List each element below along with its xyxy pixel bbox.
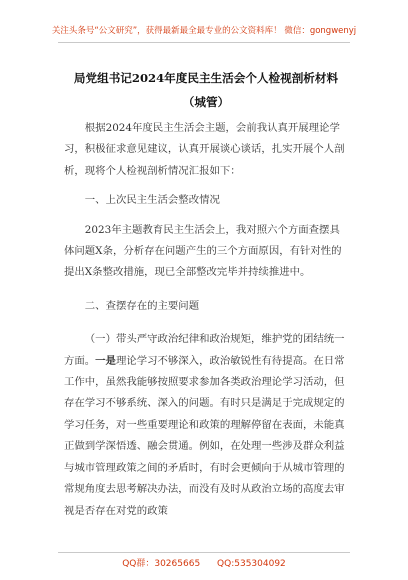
subsection1-first-marker: 一是	[95, 354, 116, 367]
document-body	[64, 118, 348, 522]
qq-number: QQ:535304092	[217, 559, 286, 569]
document-title: 局党组书记2024年度民主生活会个人检视剖析材料（城管）	[73, 71, 339, 109]
header-note: 关注头条号“公文研究”，获得最新最全最专业的公文资料库！ 微信：gongwenyj	[51, 26, 357, 36]
footer-note	[0, 556, 408, 569]
footer-divider	[58, 552, 350, 553]
subsection1-body: 理论学习不够深入，政治敏锐性有待提高。在日常工作中，虽然我能够按照要求参加各类政治理论学习活动，但存在学习不够系统、深入的问题。有时只是满足于完成规定的学习任务，对一些重要理论和政策的理解停留在表面，未能真正做到学深悟透、融会贯通。例如，在处理一些涉及群众利益与城市管理政策之间的矛盾时，有时会更倾向于从城市管理的常规角度去思考解决办法，而没有及时从政治立场的高度去审视是否存在对党的政策	[64, 354, 345, 517]
qq-group: QQ群：30265665	[122, 559, 201, 569]
section2-heading: 二、查摆存在的主要问题	[84, 299, 200, 312]
subsection1-lead: （一）带头严守政治纪律和政治规矩，维护党的团结统一方面。	[64, 333, 345, 367]
section1-paragraph: 2023年主题教育民主生活会上，我对照六个方面查摆具体问题X条，分析存在问题产生的三个方面原因，有针对性的提出X条整改措施，现已全部整改完毕并持续推进中。	[64, 223, 342, 279]
header-divider	[58, 42, 350, 43]
section1-heading: 一、上次民主生活会整改情况	[84, 194, 220, 207]
subsection1-paragraph	[64, 329, 348, 522]
intro-paragraph: 根据2024年度民主生活会主题，会前我认真开展理论学习，积极征求意见建议，认真开展谈心谈话，扎实开展个人剖析，现将个人检视剖析情况汇报如下：	[64, 122, 345, 177]
